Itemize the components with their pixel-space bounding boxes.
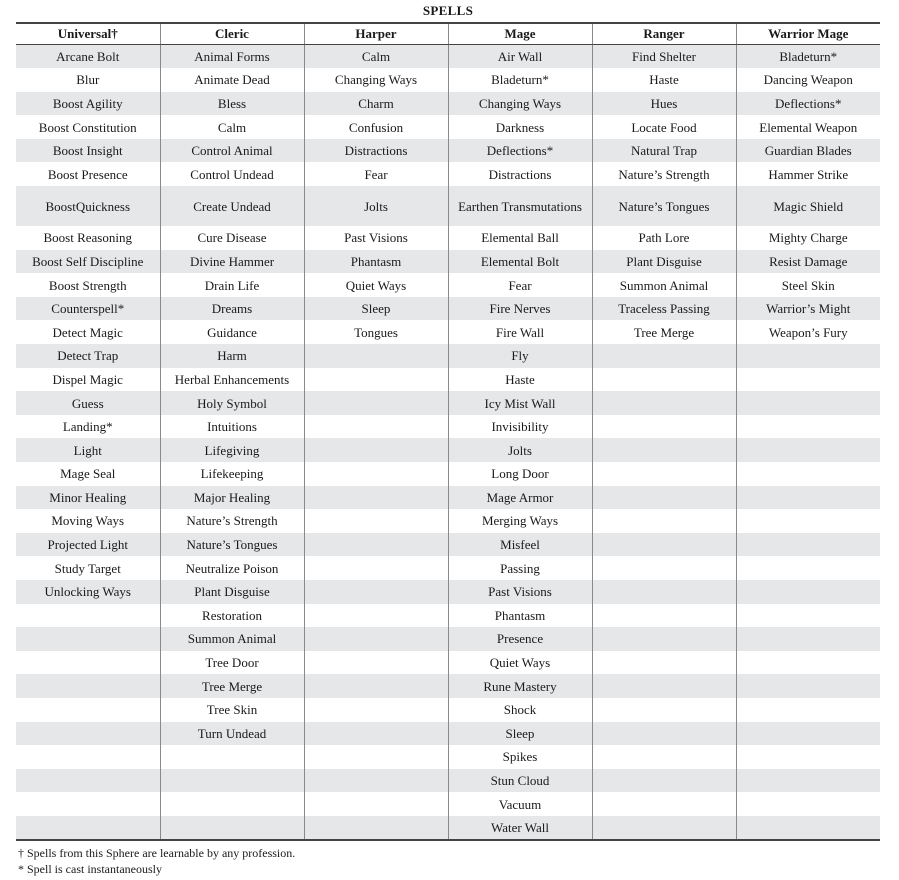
cell-universal: Minor Healing xyxy=(16,486,160,510)
table-row xyxy=(16,509,880,533)
cell-mage: Earthen Transmutations xyxy=(448,186,592,226)
cell-ranger xyxy=(592,792,736,816)
cell-warrior-mage: Mighty Charge xyxy=(736,226,880,250)
cell-harper: Calm xyxy=(304,45,448,69)
table-row xyxy=(16,297,880,321)
cell-warrior-mage xyxy=(736,604,880,628)
cell-cleric: Animate Dead xyxy=(160,68,304,92)
cell-warrior-mage: Dancing Weapon xyxy=(736,68,880,92)
cell-mage: Long Door xyxy=(448,462,592,486)
cell-harper xyxy=(304,627,448,651)
cell-ranger: Plant Disguise xyxy=(592,250,736,274)
cell-warrior-mage xyxy=(736,533,880,557)
cell-warrior-mage xyxy=(736,415,880,439)
cell-harper: Fear xyxy=(304,162,448,186)
cell-cleric: Calm xyxy=(160,115,304,139)
table-row xyxy=(16,698,880,722)
cell-mage: Phantasm xyxy=(448,604,592,628)
cell-cleric: Dreams xyxy=(160,297,304,321)
cell-harper: Jolts xyxy=(304,186,448,226)
header-row xyxy=(16,23,880,45)
col-header-harper: Harper xyxy=(304,23,448,45)
cell-cleric: Guidance xyxy=(160,320,304,344)
cell-ranger: Hues xyxy=(592,92,736,116)
cell-mage: Deflections* xyxy=(448,139,592,163)
cell-universal: Dispel Magic xyxy=(52,371,123,387)
cell-universal: Blur xyxy=(76,72,100,88)
cell-universal: Detect Magic xyxy=(52,324,123,340)
cell-universal: Moving Ways xyxy=(51,513,125,529)
cell-ranger: Nature’s Strength xyxy=(592,162,736,186)
cell-cleric: Nature’s Tongues xyxy=(160,533,304,557)
cell-cleric: Animal Forms xyxy=(160,45,304,69)
cell-universal: Detect Trap xyxy=(16,344,160,368)
cell-mage: Water Wall xyxy=(448,816,592,840)
cell-cleric: Harm xyxy=(160,344,304,368)
cell-harper: Past Visions xyxy=(304,226,448,250)
cell-harper: Charm xyxy=(304,92,448,116)
cell-mage: Rune Mastery xyxy=(448,674,592,698)
cell-warrior-mage xyxy=(736,816,880,840)
cell-warrior-mage: Hammer Strike xyxy=(736,162,880,186)
cell-harper xyxy=(304,604,448,628)
cell-universal: Boost Presence xyxy=(47,166,128,182)
cell-ranger xyxy=(592,509,736,533)
cell-universal: Boost Constitution xyxy=(38,119,137,135)
cell-ranger: Path Lore xyxy=(592,226,736,250)
cell-ranger: Nature’s Tongues xyxy=(592,186,736,226)
cell-warrior-mage: Resist Damage xyxy=(736,250,880,274)
cell-cleric: Bless xyxy=(160,92,304,116)
cell-universal: Boost Reasoning xyxy=(43,230,132,246)
cell-universal: Boost Insight xyxy=(16,139,160,163)
table-row xyxy=(16,533,880,557)
table-row xyxy=(16,745,880,769)
cell-warrior-mage: Elemental Weapon xyxy=(736,115,880,139)
cell-harper: Changing Ways xyxy=(304,68,448,92)
cell-mage: Stun Cloud xyxy=(448,769,592,793)
table-row xyxy=(16,627,880,651)
cell-universal: Boost Self Discipline xyxy=(16,250,160,274)
cell-cleric: Create Undead xyxy=(160,186,304,226)
col-header-universal: Universal† xyxy=(16,23,160,45)
cell-universal: Counterspell* xyxy=(16,297,160,321)
cell-ranger xyxy=(592,627,736,651)
cell-harper: Phantasm xyxy=(304,250,448,274)
cell-cleric: Turn Undead xyxy=(160,722,304,746)
cell-mage: Fire Wall xyxy=(448,320,592,344)
cell-cleric: Cure Disease xyxy=(160,226,304,250)
cell-ranger: Natural Trap xyxy=(592,139,736,163)
cell-harper xyxy=(304,792,448,816)
cell-harper xyxy=(304,556,448,580)
cell-universal xyxy=(16,816,160,840)
table-row xyxy=(16,486,880,510)
cell-warrior-mage: Deflections* xyxy=(736,92,880,116)
cell-warrior-mage xyxy=(736,580,880,604)
cell-warrior-mage: Bladeturn* xyxy=(736,45,880,69)
cell-warrior-mage xyxy=(736,674,880,698)
cell-universal xyxy=(16,651,160,675)
cell-universal: Unlocking Ways xyxy=(16,580,160,604)
cell-cleric: Tree Merge xyxy=(160,674,304,698)
cell-universal xyxy=(16,627,160,651)
cell-harper xyxy=(304,698,448,722)
table-row xyxy=(16,273,880,297)
col-header-mage: Mage xyxy=(448,23,592,45)
cell-harper xyxy=(304,368,448,392)
cell-ranger xyxy=(592,580,736,604)
cell-cleric: Control Animal xyxy=(160,139,304,163)
cell-ranger xyxy=(592,604,736,628)
cell-harper xyxy=(304,722,448,746)
table-row xyxy=(16,580,880,604)
cell-cleric xyxy=(160,745,304,769)
cell-warrior-mage: Steel Skin xyxy=(736,273,880,297)
table-row xyxy=(16,68,880,92)
table-row xyxy=(16,162,880,186)
col-header-cleric: Cleric xyxy=(160,23,304,45)
footnote-dagger: † Spells from this Sphere are learnable by any profession. xyxy=(18,846,296,860)
cell-cleric: Divine Hammer xyxy=(160,250,304,274)
cell-ranger xyxy=(592,816,736,840)
cell-harper: Quiet Ways xyxy=(304,273,448,297)
cell-mage: Icy Mist Wall xyxy=(448,391,592,415)
cell-harper xyxy=(304,344,448,368)
cell-cleric: Lifekeeping xyxy=(160,462,304,486)
cell-ranger xyxy=(592,651,736,675)
cell-ranger xyxy=(592,674,736,698)
cell-universal: Study Target xyxy=(54,560,121,576)
cell-warrior-mage xyxy=(736,391,880,415)
cell-ranger xyxy=(592,391,736,415)
cell-universal: BoostQuickness xyxy=(16,186,160,226)
cell-cleric: Drain Life xyxy=(160,273,304,297)
cell-universal: Guess xyxy=(16,391,160,415)
cell-mage: Changing Ways xyxy=(448,92,592,116)
cell-cleric: Control Undead xyxy=(160,162,304,186)
cell-cleric: Nature’s Strength xyxy=(160,509,304,533)
cell-warrior-mage xyxy=(736,462,880,486)
cell-cleric: Holy Symbol xyxy=(160,391,304,415)
cell-universal xyxy=(16,674,160,698)
cell-warrior-mage xyxy=(736,651,880,675)
cell-ranger xyxy=(592,438,736,462)
cell-harper xyxy=(304,769,448,793)
table-row xyxy=(16,556,880,580)
cell-universal xyxy=(16,698,160,722)
cell-harper xyxy=(304,533,448,557)
cell-warrior-mage: Warrior’s Might xyxy=(736,297,880,321)
cell-cleric: Tree Skin xyxy=(160,698,304,722)
cell-mage: Past Visions xyxy=(448,580,592,604)
cell-warrior-mage xyxy=(736,509,880,533)
cell-warrior-mage: Weapon’s Fury xyxy=(736,320,880,344)
cell-ranger xyxy=(592,533,736,557)
cell-warrior-mage xyxy=(736,722,880,746)
cell-mage: Presence xyxy=(448,627,592,651)
cell-harper xyxy=(304,509,448,533)
cell-mage: Vacuum xyxy=(448,792,592,816)
cell-harper: Tongues xyxy=(304,320,448,344)
cell-warrior-mage xyxy=(736,745,880,769)
cell-universal: Landing* xyxy=(62,419,113,435)
cell-harper: Sleep xyxy=(304,297,448,321)
table-row xyxy=(16,92,880,116)
cell-mage: Spikes xyxy=(448,745,592,769)
cell-mage: Distractions xyxy=(448,162,592,186)
cell-cleric: Intuitions xyxy=(160,415,304,439)
cell-mage: Merging Ways xyxy=(448,509,592,533)
cell-universal xyxy=(16,745,160,769)
table-row xyxy=(16,816,880,840)
cell-warrior-mage xyxy=(736,792,880,816)
cell-harper xyxy=(304,391,448,415)
cell-ranger xyxy=(592,344,736,368)
cell-cleric xyxy=(160,792,304,816)
cell-ranger: Locate Food xyxy=(592,115,736,139)
cell-cleric: Tree Door xyxy=(160,651,304,675)
col-header-ranger: Ranger xyxy=(592,23,736,45)
cell-harper xyxy=(304,415,448,439)
cell-mage: Invisibility xyxy=(448,415,592,439)
cell-ranger xyxy=(592,486,736,510)
table-row xyxy=(16,792,880,816)
cell-universal: Boost Strength xyxy=(48,277,127,293)
table-row xyxy=(16,139,880,163)
cell-harper xyxy=(304,745,448,769)
cell-cleric xyxy=(160,769,304,793)
cell-warrior-mage xyxy=(736,368,880,392)
cell-cleric: Major Healing xyxy=(160,486,304,510)
cell-harper: Confusion xyxy=(304,115,448,139)
spell-rows xyxy=(16,45,880,840)
col-header-warrior-mage: Warrior Mage xyxy=(736,23,880,45)
cell-mage: Air Wall xyxy=(448,45,592,69)
footnotes xyxy=(18,845,295,877)
cell-mage: Mage Armor xyxy=(448,486,592,510)
cell-mage: Elemental Ball xyxy=(448,226,592,250)
cell-harper xyxy=(304,486,448,510)
cell-ranger: Tree Merge xyxy=(592,320,736,344)
cell-harper xyxy=(304,438,448,462)
cell-mage: Passing xyxy=(448,556,592,580)
footnote-asterisk: * Spell is cast instantaneously xyxy=(18,862,162,876)
table-row xyxy=(16,250,880,274)
table-row xyxy=(16,226,880,250)
cell-cleric: Restoration xyxy=(160,604,304,628)
cell-ranger xyxy=(592,556,736,580)
cell-cleric: Plant Disguise xyxy=(160,580,304,604)
cell-mage: Quiet Ways xyxy=(448,651,592,675)
cell-mage: Bladeturn* xyxy=(448,68,592,92)
cell-universal: Boost Agility xyxy=(16,92,160,116)
table-row xyxy=(16,415,880,439)
cell-universal: Arcane Bolt xyxy=(16,45,160,69)
cell-universal xyxy=(16,722,160,746)
table-row xyxy=(16,462,880,486)
cell-harper: Distractions xyxy=(304,139,448,163)
cell-ranger xyxy=(592,722,736,746)
cell-ranger xyxy=(592,368,736,392)
cell-ranger xyxy=(592,698,736,722)
table-row xyxy=(16,769,880,793)
spells-table xyxy=(16,22,880,841)
cell-warrior-mage xyxy=(736,344,880,368)
cell-mage: Darkness xyxy=(448,115,592,139)
cell-mage: Jolts xyxy=(448,438,592,462)
cell-warrior-mage xyxy=(736,486,880,510)
cell-cleric xyxy=(160,816,304,840)
cell-mage: Fire Nerves xyxy=(448,297,592,321)
cell-ranger xyxy=(592,769,736,793)
cell-mage: Shock xyxy=(448,698,592,722)
cell-universal xyxy=(16,792,160,816)
cell-warrior-mage xyxy=(736,698,880,722)
cell-ranger xyxy=(592,745,736,769)
table-row xyxy=(16,344,880,368)
cell-ranger: Haste xyxy=(592,68,736,92)
cell-cleric: Herbal Enhancements xyxy=(160,368,304,392)
cell-mage: Fly xyxy=(448,344,592,368)
cell-universal: Mage Seal xyxy=(60,466,116,482)
cell-harper xyxy=(304,816,448,840)
cell-universal xyxy=(16,769,160,793)
cell-universal: Light xyxy=(16,438,160,462)
cell-mage: Sleep xyxy=(448,722,592,746)
cell-harper xyxy=(304,651,448,675)
cell-ranger xyxy=(592,415,736,439)
cell-harper xyxy=(304,462,448,486)
table-row xyxy=(16,438,880,462)
table-row xyxy=(16,45,880,69)
cell-universal xyxy=(16,604,160,628)
cell-mage: Haste xyxy=(448,368,592,392)
table-row xyxy=(16,391,880,415)
table-row xyxy=(16,674,880,698)
cell-ranger: Find Shelter xyxy=(592,45,736,69)
table-row xyxy=(16,320,880,344)
cell-mage: Fear xyxy=(448,273,592,297)
table-row xyxy=(16,115,880,139)
cell-warrior-mage: Magic Shield xyxy=(736,186,880,226)
cell-cleric: Lifegiving xyxy=(160,438,304,462)
cell-harper xyxy=(304,674,448,698)
table-row xyxy=(16,368,880,392)
cell-ranger: Traceless Passing xyxy=(592,297,736,321)
table-row xyxy=(16,604,880,628)
table-row xyxy=(16,722,880,746)
cell-warrior-mage xyxy=(736,627,880,651)
cell-mage: Elemental Bolt xyxy=(448,250,592,274)
cell-ranger xyxy=(592,462,736,486)
table-title: SPELLS xyxy=(422,3,474,18)
cell-warrior-mage xyxy=(736,769,880,793)
cell-warrior-mage xyxy=(736,556,880,580)
cell-cleric: Summon Animal xyxy=(160,627,304,651)
cell-universal: Projected Light xyxy=(16,533,160,557)
cell-cleric: Neutralize Poison xyxy=(160,556,304,580)
cell-warrior-mage xyxy=(736,438,880,462)
cell-ranger: Summon Animal xyxy=(592,273,736,297)
table-row xyxy=(16,651,880,675)
cell-mage: Misfeel xyxy=(448,533,592,557)
table-row xyxy=(16,186,880,226)
cell-warrior-mage: Guardian Blades xyxy=(736,139,880,163)
cell-harper xyxy=(304,580,448,604)
